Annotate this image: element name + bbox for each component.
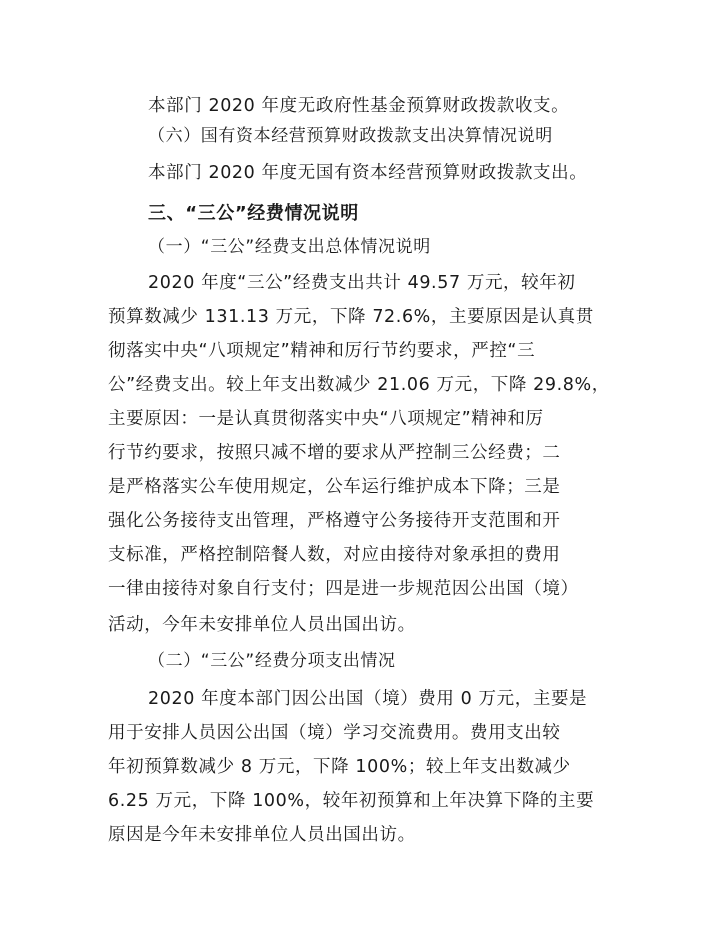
- paragraph-line: 2020 年度本部门因公出国（境）费用 0 万元，主要是: [148, 689, 588, 709]
- paragraph-line: 一律由接待对象自行支付；四是进一步规范因公出国（境）: [108, 579, 579, 599]
- paragraph-line: 主要原因：一是认真贯彻落实中央“八项规定”精神和厉: [108, 409, 544, 429]
- paragraph-line: 原因是今年未安排单位人员出国出访。: [108, 825, 416, 845]
- chapter-heading: 三、“三公”经费情况说明: [148, 203, 359, 224]
- paragraph-line: 用于安排人员因公出国（境）学习交流费用。费用支出较: [108, 723, 561, 743]
- paragraph-line: 2020 年度“三公”经费支出共计 49.57 万元，较年初: [148, 273, 576, 293]
- section-heading: （一）“三公”经费支出总体情况说明: [148, 237, 431, 257]
- paragraph-line: 强化公务接待支出管理，严格遵守公务接待开支范围和开: [108, 511, 561, 531]
- paragraph-line: 预算数减少 131.13 万元，下降 72.6%，主要原因是认真贯: [108, 307, 594, 327]
- paragraph-line: 彻落实中央“八项规定”精神和厉行节约要求，严控“三: [108, 341, 536, 361]
- paragraph-line: 活动，今年未安排单位人员出国出访。: [108, 615, 416, 635]
- paragraph-line: 本部门 2020 年度无国有资本经营预算财政拨款支出。: [148, 163, 588, 183]
- paragraph-line: 本部门 2020 年度无政府性基金预算财政拨款收支。: [148, 96, 570, 116]
- section-heading: （二）“三公”经费分项支出情况: [148, 651, 396, 671]
- paragraph-line: 年初预算数减少 8 万元，下降 100%；较上年支出数减少: [108, 757, 571, 777]
- paragraph-line: 行节约要求，按照只减不增的要求从严控制三公经费；二: [108, 443, 561, 463]
- paragraph-line: 是严格落实公车使用规定，公车运行维护成本下降；三是: [108, 477, 561, 497]
- paragraph-line: 支标准，严格控制陪餐人数，对应由接待对象承担的费用: [108, 545, 561, 565]
- paragraph-line: 公”经费支出。较上年支出数减少 21.06 万元，下降 29.8%，: [108, 375, 610, 395]
- section-heading: （六）国有资本经营预算财政拨款支出决算情况说明: [148, 126, 553, 146]
- paragraph-line: 6.25 万元，下降 100%，较年初预算和上年决算下降的主要: [108, 791, 595, 811]
